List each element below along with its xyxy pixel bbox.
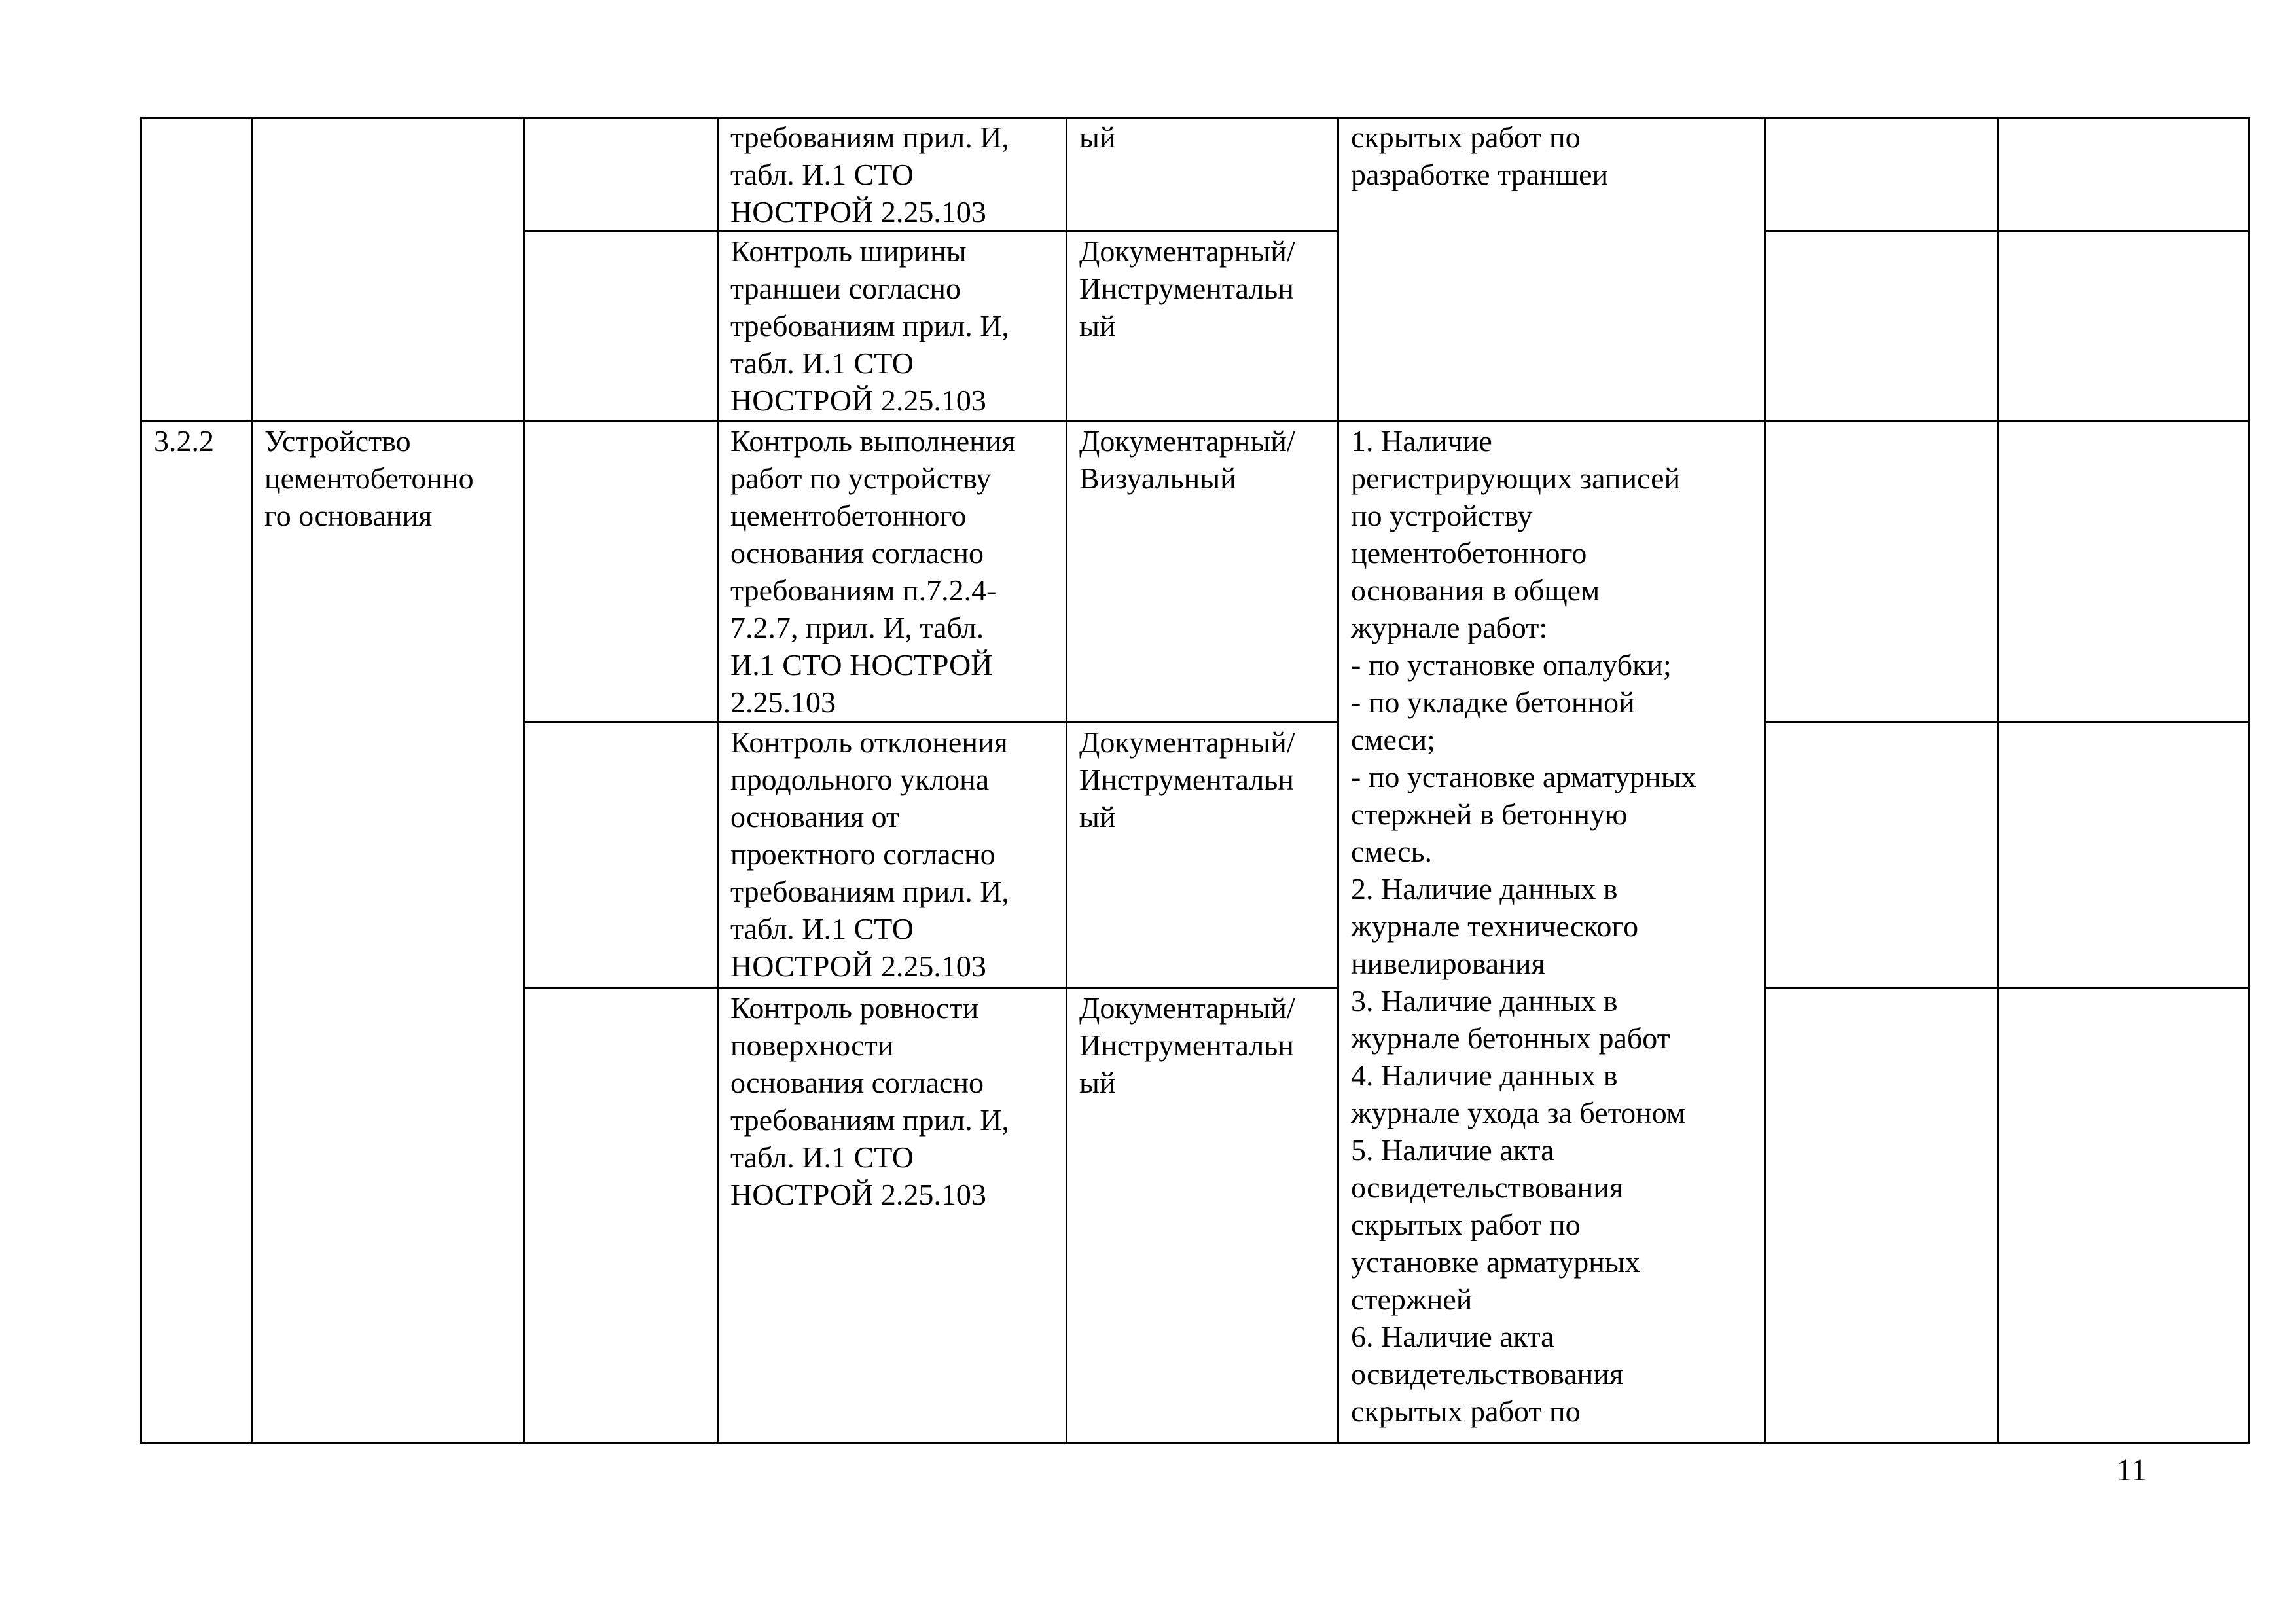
- method-cell: [1067, 118, 1338, 232]
- empty-cell: [1998, 118, 2250, 232]
- text-line: 5. Наличие акта: [1351, 1133, 1554, 1167]
- text-line: основания согласно: [730, 1066, 984, 1099]
- text-line: 2. Наличие данных в: [1351, 872, 1618, 905]
- stage-name-cell: [252, 118, 524, 422]
- text-line: освидетельствования: [1351, 1171, 1624, 1204]
- text-line: требованиям п.7.2.4-: [730, 574, 997, 607]
- text-line: ый: [1079, 800, 1116, 833]
- text-line: журнале бетонных работ: [1351, 1021, 1670, 1055]
- text-line: скрытых работ по: [1351, 1395, 1581, 1428]
- text-line: Контроль ровности: [730, 991, 979, 1025]
- empty-cell: [1765, 118, 1998, 232]
- text-line: ый: [1079, 309, 1116, 342]
- text-line: требованиям прил. И,: [730, 120, 1009, 154]
- text-line: требованиям прил. И,: [730, 875, 1009, 908]
- method-cell: [1067, 989, 1338, 1443]
- text-line: 1. Наличие: [1351, 424, 1492, 458]
- control-cell: [718, 723, 1067, 989]
- empty-cell: [524, 989, 718, 1443]
- text-line: Документарный/: [1079, 991, 1295, 1025]
- text-line: табл. И.1 СТО: [730, 346, 914, 380]
- method-text: [1079, 723, 1325, 835]
- text-line: Устройство: [264, 424, 411, 458]
- text-line: НОСТРОЙ 2.25.103: [730, 195, 986, 228]
- text-line: 7.2.7, прил. И, табл.: [730, 611, 984, 644]
- text-line: Инструментальн: [1079, 272, 1294, 305]
- text-line: Визуальный: [1079, 462, 1236, 495]
- text-line: смеси;: [1351, 723, 1435, 756]
- empty-cell: [1765, 232, 1998, 422]
- empty-cell: [1998, 989, 2250, 1443]
- control-text: [730, 232, 1054, 419]
- empty-cell: [524, 118, 718, 232]
- text-line: основания согласно: [730, 536, 984, 570]
- text-line: цементобетонно: [264, 462, 474, 495]
- table-row: [141, 422, 2250, 723]
- text-line: журнале работ:: [1351, 611, 1548, 644]
- control-text: [730, 119, 1054, 230]
- stage-name-cell: [252, 422, 524, 1443]
- text-line: Контроль выполнения: [730, 424, 1016, 458]
- text-line: Инструментальн: [1079, 763, 1294, 796]
- control-text: [730, 989, 1054, 1213]
- text-line: журнале ухода за бетоном: [1351, 1096, 1685, 1129]
- text-line: поверхности: [730, 1029, 894, 1062]
- documents-text: [1351, 422, 1752, 1430]
- text-line: ый: [1079, 120, 1116, 154]
- text-line: журнале технического: [1351, 909, 1639, 943]
- text-line: траншеи согласно: [730, 272, 961, 305]
- stage-name: [264, 422, 511, 534]
- text-line: Документарный/: [1079, 234, 1295, 268]
- text-line: ый: [1079, 1066, 1116, 1099]
- table-row: [141, 118, 2250, 232]
- row-number: 3.2.2: [154, 424, 214, 458]
- text-line: го основания: [264, 499, 433, 532]
- text-line: требованиям прил. И,: [730, 309, 1009, 342]
- number-cell: [141, 118, 252, 422]
- text-line: цементобетонного: [1351, 536, 1587, 570]
- control-cell: [718, 422, 1067, 723]
- text-line: регистрирующих записей: [1351, 462, 1681, 495]
- text-line: стержней в бетонную: [1351, 797, 1628, 831]
- control-text: [730, 422, 1054, 721]
- text-line: табл. И.1 СТО: [730, 1140, 914, 1174]
- control-cell: [718, 118, 1067, 232]
- method-cell: [1067, 723, 1338, 989]
- text-line: 2.25.103: [730, 685, 836, 719]
- text-line: И.1 СТО НОСТРОЙ: [730, 648, 993, 682]
- method-cell: [1067, 232, 1338, 422]
- control-cell: [718, 232, 1067, 422]
- empty-cell: [524, 232, 718, 422]
- control-cell: [718, 989, 1067, 1443]
- text-line: по устройству: [1351, 499, 1533, 532]
- text-line: продольного уклона: [730, 763, 990, 796]
- text-line: Инструментальн: [1079, 1029, 1294, 1062]
- text-line: основания от: [730, 800, 900, 833]
- text-line: основания в общем: [1351, 574, 1600, 607]
- documents-text: [1351, 119, 1752, 193]
- text-line: проектного согласно: [730, 837, 996, 871]
- text-line: Документарный/: [1079, 424, 1295, 458]
- text-line: скрытых работ по: [1351, 1208, 1581, 1241]
- text-line: скрытых работ по: [1351, 120, 1581, 154]
- text-line: разработке траншеи: [1351, 158, 1609, 191]
- text-line: НОСТРОЙ 2.25.103: [730, 949, 986, 983]
- method-text: [1079, 989, 1325, 1101]
- method-text: [1079, 232, 1325, 344]
- text-line: 3. Наличие данных в: [1351, 984, 1618, 1017]
- text-line: работ по устройству: [730, 462, 992, 495]
- documents-cell: [1338, 422, 1765, 1443]
- text-line: 6. Наличие акта: [1351, 1320, 1554, 1353]
- text-line: НОСТРОЙ 2.25.103: [730, 384, 986, 417]
- empty-cell: [1765, 989, 1998, 1443]
- control-text: [730, 723, 1054, 985]
- text-line: освидетельствования: [1351, 1357, 1624, 1391]
- text-line: Контроль ширины: [730, 234, 967, 268]
- documents-cell: [1338, 118, 1765, 422]
- text-line: табл. И.1 СТО: [730, 912, 914, 945]
- empty-cell: [1765, 723, 1998, 989]
- text-line: Документарный/: [1079, 725, 1295, 759]
- text-line: установке арматурных: [1351, 1245, 1640, 1279]
- empty-cell: [1998, 723, 2250, 989]
- control-table: [140, 117, 2250, 1444]
- text-line: НОСТРОЙ 2.25.103: [730, 1178, 986, 1211]
- empty-cell: [1998, 422, 2250, 723]
- empty-cell: [524, 723, 718, 989]
- method-cell: [1067, 422, 1338, 723]
- text-line: цементобетонного: [730, 499, 967, 532]
- method-text: [1079, 422, 1325, 497]
- text-line: табл. И.1 СТО: [730, 158, 914, 191]
- text-line: - по укладке бетонной: [1351, 685, 1635, 719]
- text-line: - по установке арматурных: [1351, 760, 1696, 793]
- empty-cell: [1765, 422, 1998, 723]
- number-cell: [141, 422, 252, 1443]
- empty-cell: [524, 422, 718, 723]
- text-line: - по установке опалубки;: [1351, 648, 1672, 682]
- page-number: 11: [2116, 1453, 2147, 1487]
- text-line: требованиям прил. И,: [730, 1103, 1009, 1137]
- method-text: [1079, 119, 1325, 156]
- empty-cell: [1998, 232, 2250, 422]
- text-line: нивелирования: [1351, 947, 1545, 980]
- text-line: 4. Наличие данных в: [1351, 1059, 1618, 1092]
- text-line: Контроль отклонения: [730, 725, 1008, 759]
- text-line: стержней: [1351, 1283, 1473, 1316]
- text-line: смесь.: [1351, 835, 1432, 868]
